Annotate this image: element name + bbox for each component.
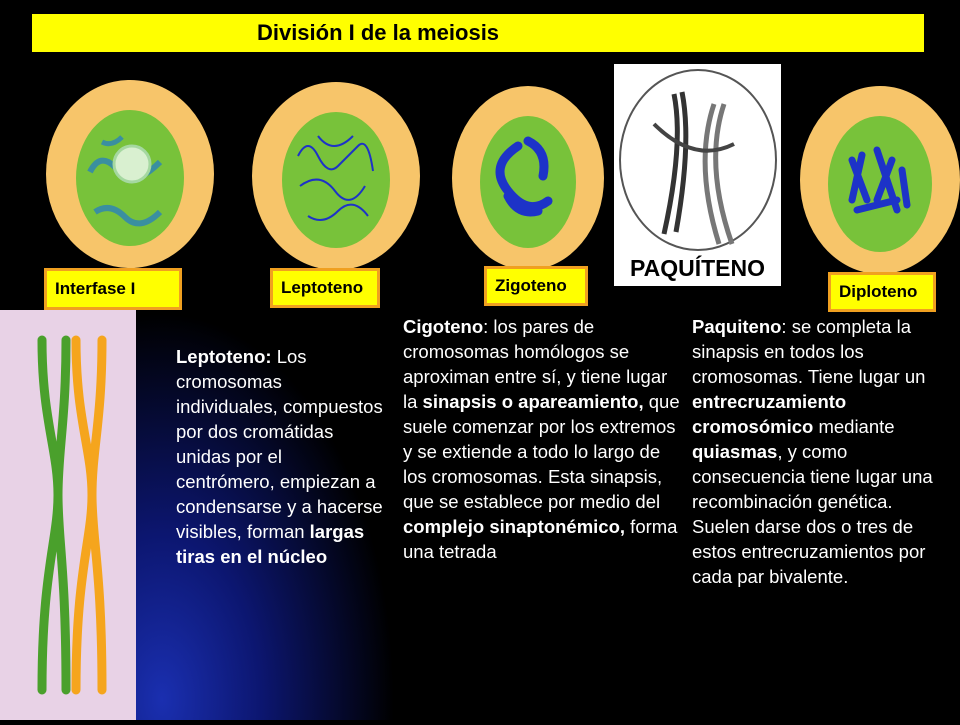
cigoteno-b1: sinapsis o apareamiento, xyxy=(422,391,644,412)
label-zigoteno-text: Zigoteno xyxy=(495,276,567,295)
bold-leptoteno: largas tiras en el núcleo xyxy=(176,521,365,567)
paquiteno-b2: quiasmas xyxy=(692,441,778,462)
term-paquiteno: Paquiteno xyxy=(692,316,782,337)
cell-leptoteno xyxy=(248,56,428,272)
term-cigoteno: Cigoteno xyxy=(403,316,484,337)
cigoteno-b2: complejo sinaptonémico, xyxy=(403,516,626,537)
body-leptoteno: Los cromosomas individuales, compuestos por dos cromátidas unidas por el centrómero, empiezan a condensarse y a hacerse visibles, forman xyxy=(176,346,383,542)
cigoteno-p3: forma una tetrada xyxy=(403,516,678,562)
paquiteno-b1: entrecruzamiento cromosómico xyxy=(692,391,847,437)
term-leptoteno: Leptoteno: xyxy=(176,346,272,367)
label-interfase-text: Interfase I xyxy=(55,279,136,298)
label-interfase xyxy=(44,268,182,310)
text-cigoteno xyxy=(403,314,681,564)
cigoteno-p2: que suele comenzar por los extremos y se extiende a todo lo largo de los cromosomas. Esta sinapsis, que se establece por medio del xyxy=(403,391,680,512)
paquiteno-drawing xyxy=(614,64,781,254)
paquiteno-image xyxy=(614,64,781,286)
page-title: División I de la meiosis xyxy=(256,20,500,45)
text-leptoteno xyxy=(176,344,384,569)
text-paquiteno xyxy=(692,314,954,589)
label-leptoteno-text: Leptoteno xyxy=(281,278,364,297)
chromatid-drawing xyxy=(0,310,136,720)
paquiteno-p3: , y como consecuencia tiene lugar una recombinación genética. Suelen darse dos o tres de estos entrecruzamientos por cada par bivalente. xyxy=(692,441,933,587)
cell-zigoteno xyxy=(448,56,608,272)
paquiteno-p2: mediante xyxy=(813,416,895,437)
label-leptoteno xyxy=(270,268,380,308)
cell-interfase xyxy=(40,62,220,272)
title-bar xyxy=(32,14,924,52)
label-diploteno xyxy=(828,272,936,312)
paquiteno-label: PAQUÍTENO xyxy=(629,255,766,281)
label-zigoteno xyxy=(484,266,588,306)
cigoteno-p1: : los pares de cromosomas homólogos se aproximan entre sí, y tiene lugar la xyxy=(403,316,668,412)
cell-diploteno xyxy=(792,50,960,276)
label-diploteno-text: Diploteno xyxy=(839,282,918,301)
chromatid-panel xyxy=(0,310,136,720)
paquiteno-p1: : se completa la sinapsis en todos los cromosomas. Tiene lugar un xyxy=(692,316,926,387)
